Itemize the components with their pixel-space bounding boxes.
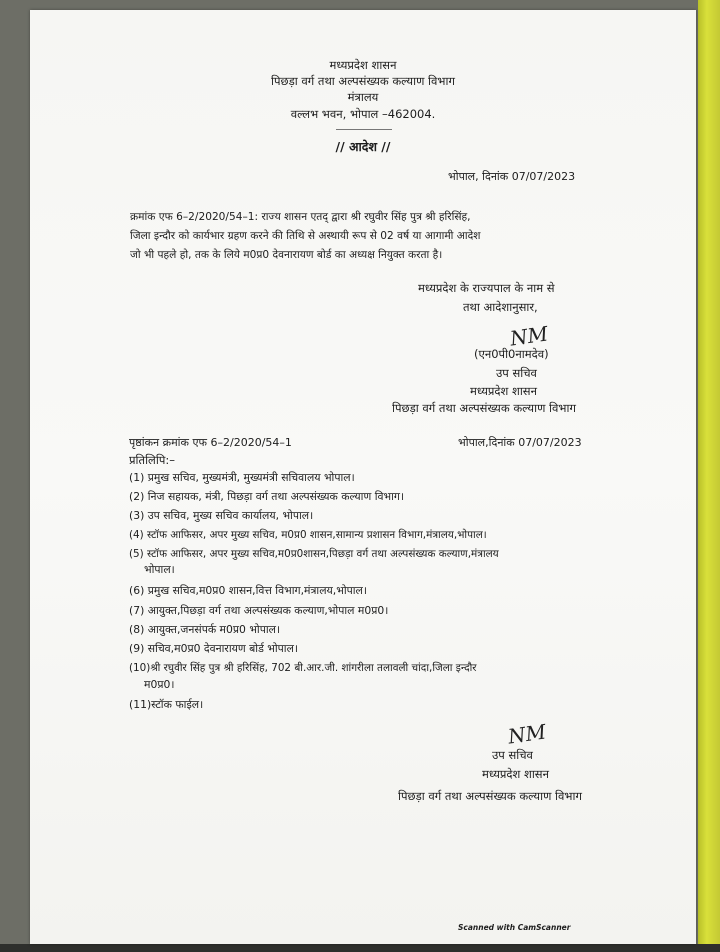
order-title: // आदेश // (335, 139, 391, 154)
copy-item-10-cont: म0प्र0। (144, 678, 175, 691)
governor-line-1: मध्यप्रदेश के राज्यपाल के नाम से (418, 281, 555, 295)
signatory-designation: उप सचिव (496, 366, 537, 380)
header-line-3: मंत्रालय (347, 90, 379, 104)
header-divider (336, 129, 392, 130)
copy-item-7: (7) आयुक्त,पिछड़ा वर्ग तथा अल्पसंख्यक कल्याण,भोपाल म0प्र0। (129, 604, 389, 617)
scan-bottom-edge (0, 944, 720, 952)
header-line-4: वल्लभ भवन, भोपाल –462004. (290, 107, 436, 121)
signatory2-office: मध्यप्रदेश शासन (482, 767, 549, 781)
signatory2-designation: उप सचिव (492, 748, 533, 762)
copy-item-9: (9) सचिव,म0प्र0 देवनारायण बोर्ड भोपाल। (129, 642, 299, 655)
copy-item-2: (2) निज सहायक, मंत्री, पिछड़ा वर्ग तथा अल्पसंख्यक कल्याण विभाग। (129, 490, 405, 503)
order-body-line-2: जिला इन्दौर को कार्यभार ग्रहण करने की तिथि से अस्थायी रूप से 02 वर्ष या आगामी आदेश (130, 230, 481, 242)
endorsement-date: भोपाल,दिनांक 07/07/2023 (458, 436, 582, 449)
copy-item-6: (6) प्रमुख सचिव,म0प्र0 शासन,वित्त विभाग,मंत्रालय,भोपाल। (129, 584, 367, 597)
scanner-watermark: Scanned with CamScanner (458, 923, 571, 932)
header-line-2: पिछड़ा वर्ग तथा अल्पसंख्यक कल्याण विभाग (271, 74, 455, 88)
order-body-line-1: क्रमांक एफ 6–2/2020/54–1: राज्य शासन एतद् द्वारा श्री रघुवीर सिंह पुत्र श्री हरिसिंह, (130, 211, 471, 223)
copy-label: प्रतिलिपि:– (129, 453, 175, 467)
header-line-1: मध्यप्रदेश शासन (329, 58, 397, 72)
signatory-name: (एन0पी0नामदेव) (474, 347, 549, 361)
signatory2-department: पिछड़ा वर्ग तथा अल्पसंख्यक कल्याण विभाग (398, 789, 582, 803)
governor-line-2: तथा आदेशानुसार, (463, 300, 538, 314)
signature-2: NM (506, 719, 548, 749)
copy-item-11: (11)स्टॉक फाईल। (129, 698, 204, 711)
copy-item-8: (8) आयुक्त,जनसंपर्क म0प्र0 भोपाल। (129, 623, 281, 636)
endorsement-ref: पृष्ठांकन क्रमांक एफ 6–2/2020/54–1 (129, 436, 292, 449)
document-page (30, 10, 696, 944)
copy-item-10: (10)श्री रघुवीर सिंह पुत्र श्री हरिसिंह, 702 बी.आर.जी. शांगरीला तलावली चांदा,जिला इन्दौर (129, 662, 477, 674)
copy-item-4: (4) स्टॉफ आफिसर, अपर मुख्य सचिव, म0प्र0 शासन,सामान्य प्रशासन विभाग,मंत्रालय,भोपाल। (129, 529, 487, 541)
order-body-line-3: जो भी पहले हो, तक के लिये म0प्र0 देवनारायण बोर्ड का अध्यक्ष नियुक्त करता है। (130, 249, 443, 261)
copy-item-5: (5) स्टॉफ आफिसर, अपर मुख्य सचिव,म0प्र0शासन,पिछड़ा वर्ग तथा अल्पसंख्यक कल्याण,मंत्रालय (129, 548, 499, 560)
signature-1: NM (508, 321, 550, 351)
order-date: भोपाल, दिनांक 07/07/2023 (448, 170, 576, 183)
signatory-office: मध्यप्रदेश शासन (470, 384, 537, 398)
signatory-department: पिछड़ा वर्ग तथा अल्पसंख्यक कल्याण विभाग (392, 401, 576, 415)
scan-background-edge (698, 0, 720, 952)
copy-item-1: (1) प्रमुख सचिव, मुख्यमंत्री, मुख्यमंत्री सचिवालय भोपाल। (129, 471, 355, 484)
copy-item-5-cont: भोपाल। (144, 563, 175, 576)
copy-item-3: (3) उप सचिव, मुख्य सचिव कार्यालय, भोपाल। (129, 509, 314, 522)
